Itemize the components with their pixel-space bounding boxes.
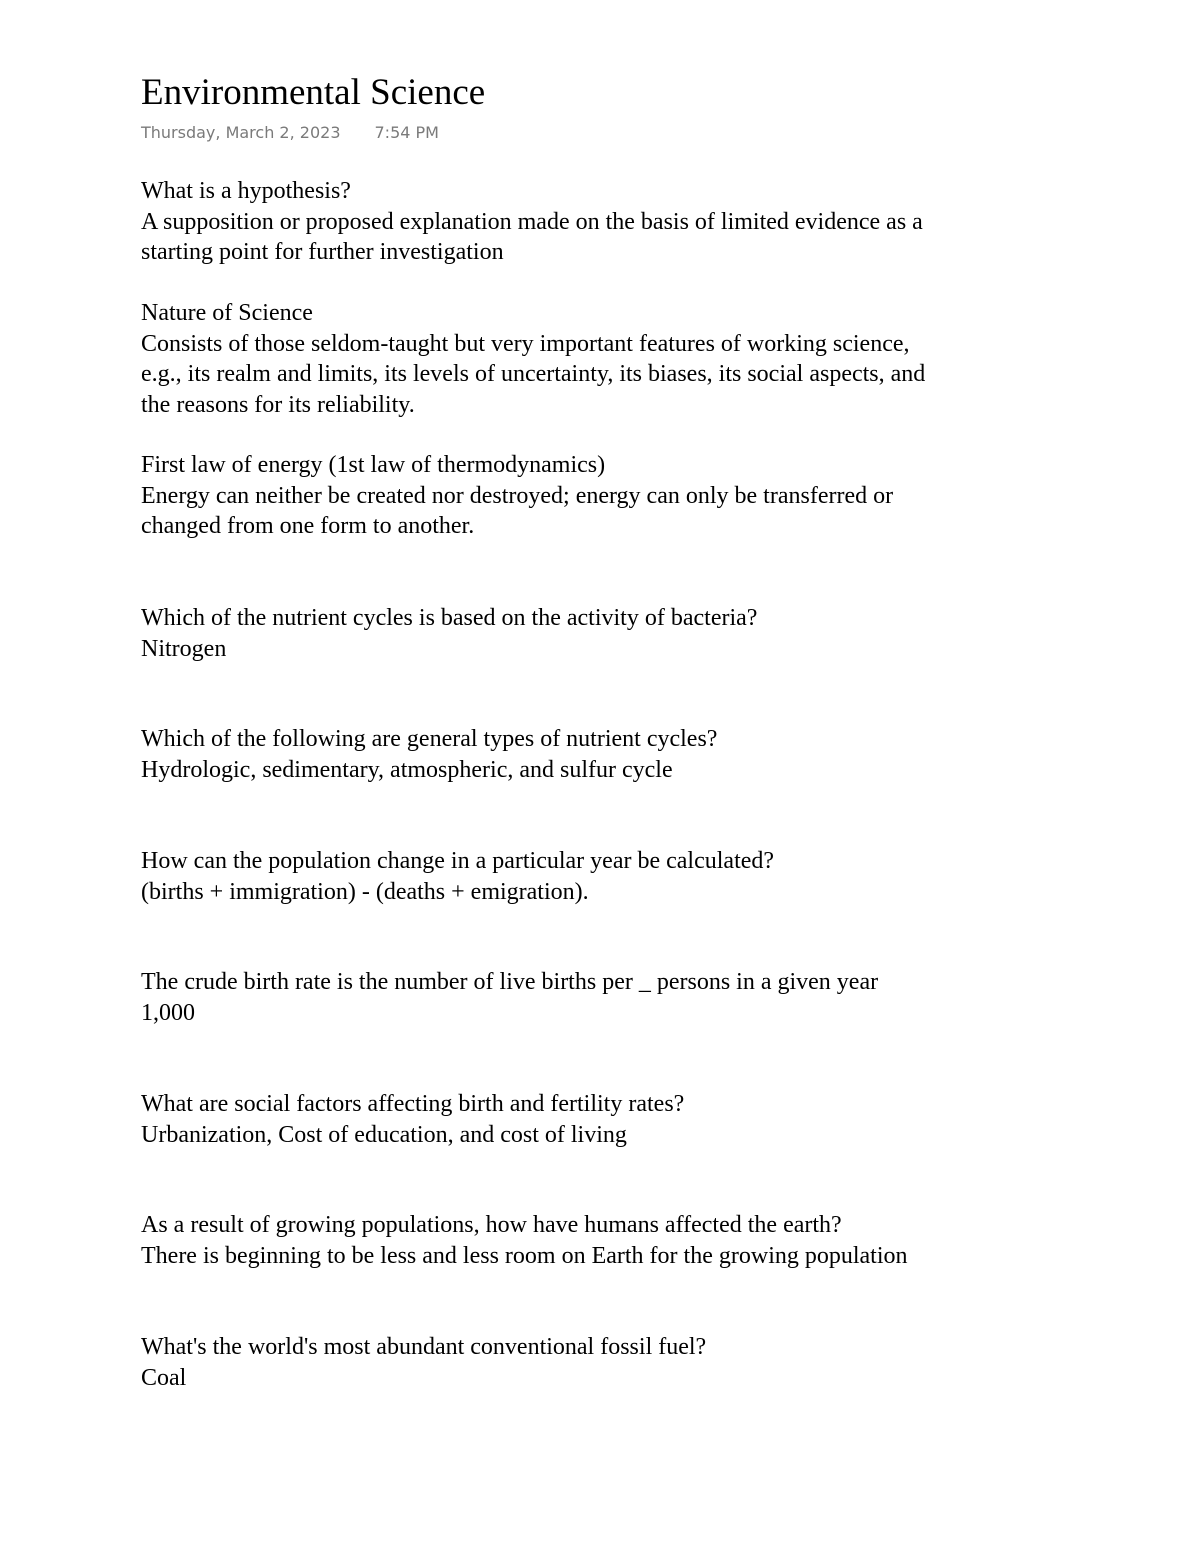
note-question: Which of the nutrient cycles is based on the activity of bacteria?	[141, 605, 758, 631]
note-answer-line: (births + immigration) - (deaths + emigration).	[141, 878, 589, 905]
note-question: As a result of growing populations, how have humans affected the earth?	[141, 1212, 842, 1238]
note-block-nature-of-science	[141, 298, 1071, 420]
note-answer-line: e.g., its realm and limits, its levels of uncertainty, its biases, its social aspects, and	[141, 361, 926, 387]
page-title: Environmental Science	[141, 72, 486, 113]
note-block-hypothesis	[141, 176, 1071, 268]
note-answer-line: Urbanization, Cost of education, and cost of living	[141, 1121, 627, 1148]
note-question: Nature of Science	[141, 300, 313, 326]
note-date: Thursday, March 2, 2023	[141, 123, 341, 142]
note-timestamp	[141, 122, 439, 144]
note-answer-line: There is beginning to be less and less room on Earth for the growing population	[141, 1242, 908, 1269]
note-question: What's the world's most abundant conventional fossil fuel?	[141, 1334, 707, 1360]
note-block-population-change	[141, 846, 1071, 907]
note-time: 7:54 PM	[374, 123, 439, 142]
note-answer-line: 1,000	[141, 999, 195, 1026]
note-answer-line: A supposition or proposed explanation made on the basis of limited evidence as a	[141, 208, 923, 235]
note-answer-line: starting point for further investigation	[141, 239, 504, 265]
note-question: What are social factors affecting birth and fertility rates?	[141, 1091, 685, 1117]
note-answer-line: Consists of those seldom-taught but very important features of working science,	[141, 330, 910, 357]
note-question: How can the population change in a particular year be calculated?	[141, 848, 775, 874]
note-question: What is a hypothesis?	[141, 178, 351, 204]
note-block-crude-birth-rate	[141, 967, 1071, 1028]
note-answer-line: changed from one form to another.	[141, 513, 475, 539]
note-question: First law of energy (1st law of thermodynamics)	[141, 452, 606, 478]
note-answer-line: Nitrogen	[141, 635, 227, 662]
note-question: The crude birth rate is the number of live births per _ persons in a given year	[141, 969, 879, 995]
note-answer-line: Coal	[141, 1364, 187, 1391]
note-block-fossil-fuel	[141, 1332, 1071, 1393]
note-answer-line: the reasons for its reliability.	[141, 391, 415, 418]
note-block-first-law	[141, 450, 1071, 542]
note-block-nutrient-bacteria	[141, 603, 1071, 664]
note-block-social-factors	[141, 1089, 1071, 1150]
note-answer-line: Energy can neither be created nor destroyed; energy can only be transferred or	[141, 482, 894, 509]
note-question: Which of the following are general types of nutrient cycles?	[141, 726, 718, 752]
note-answer-line: Hydrologic, sedimentary, atmospheric, and sulfur cycle	[141, 756, 673, 783]
note-block-growing-populations	[141, 1210, 1071, 1271]
note-block-nutrient-types	[141, 724, 1071, 785]
